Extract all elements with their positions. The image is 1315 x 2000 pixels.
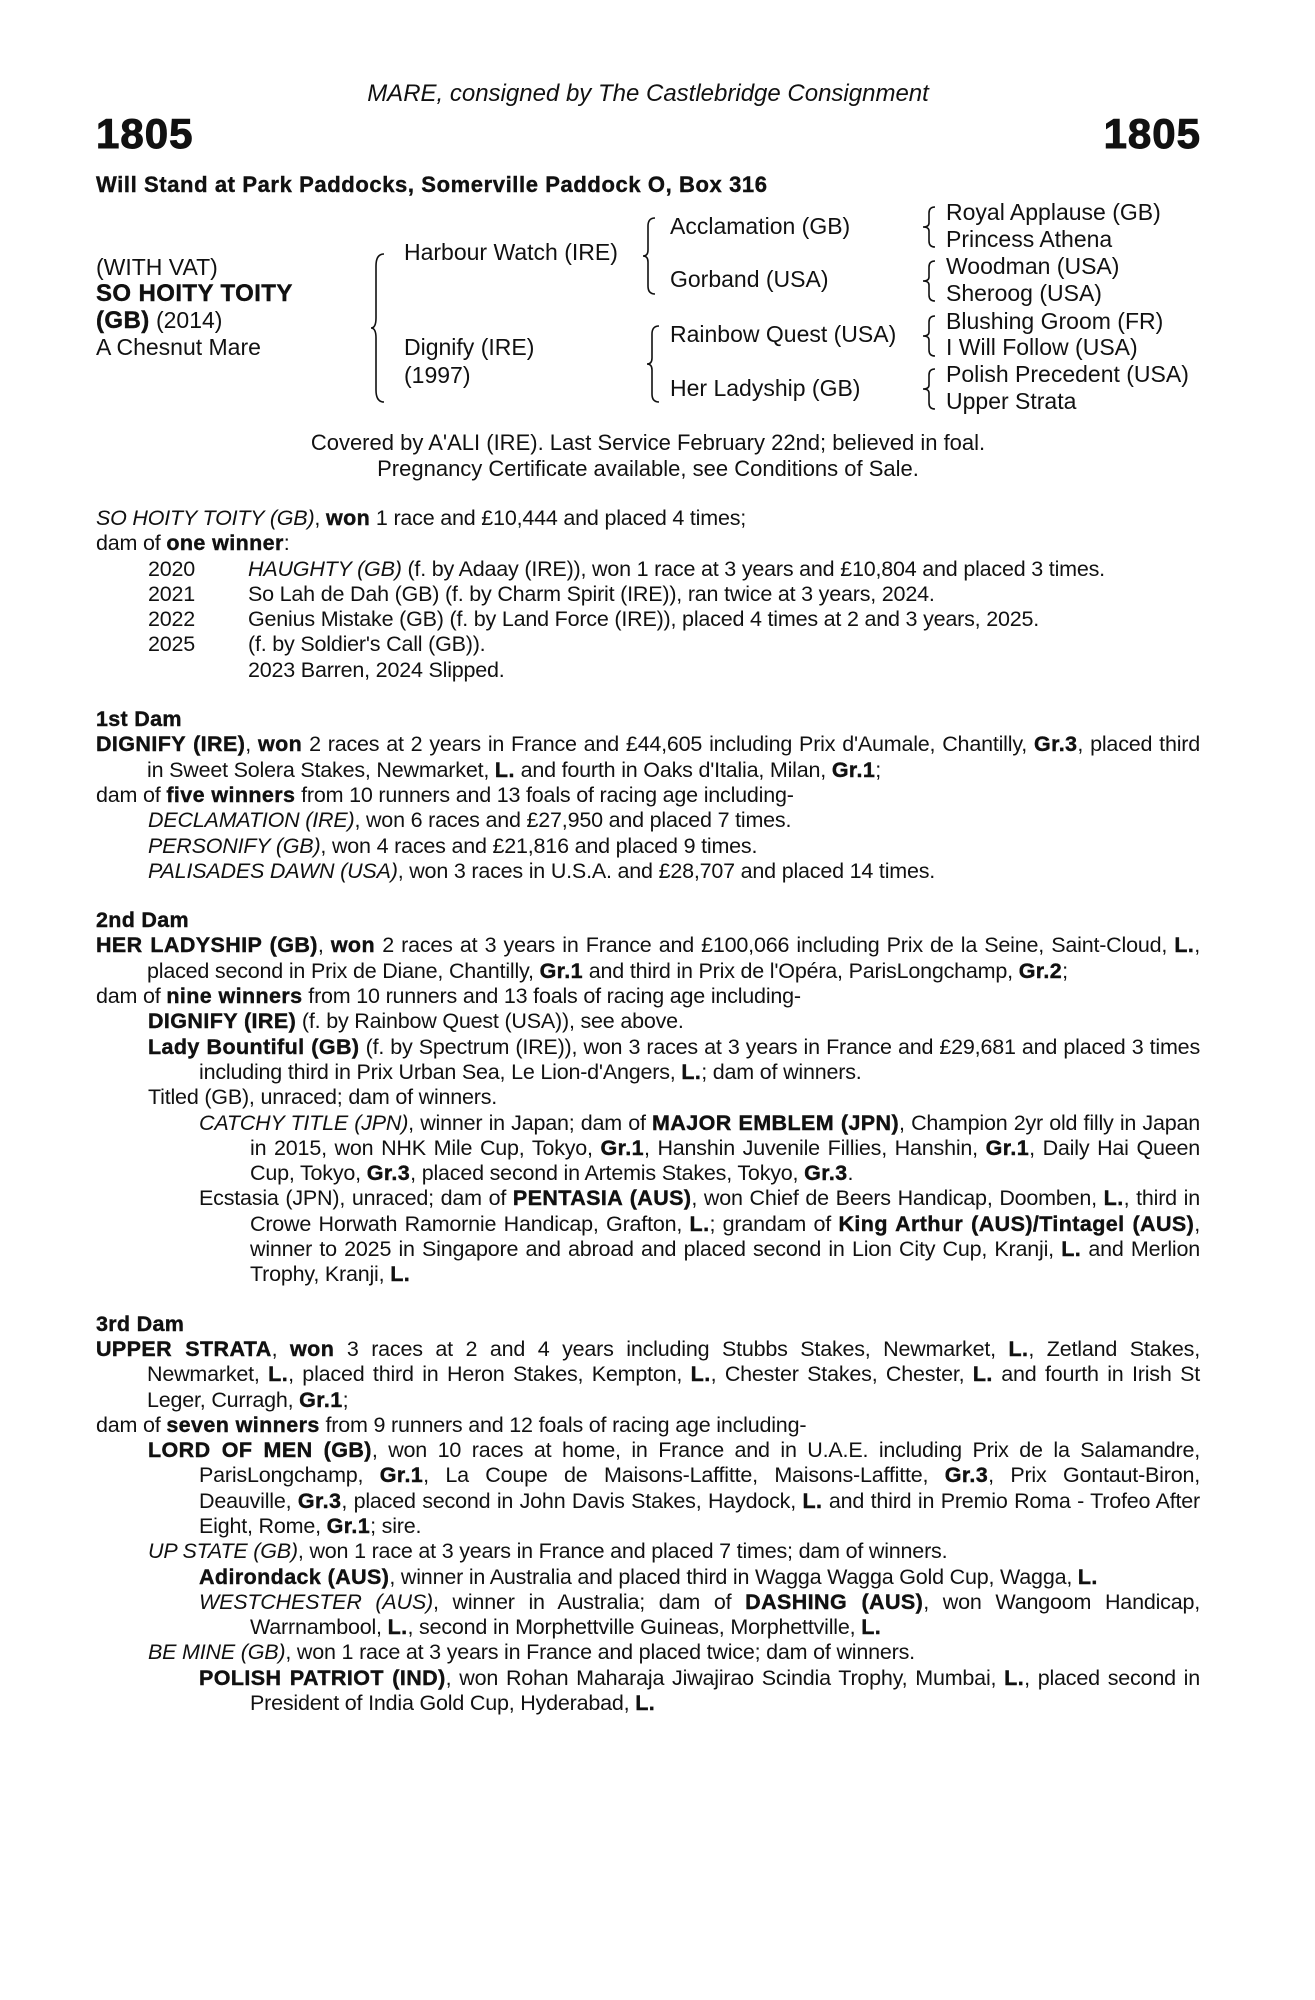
italic-text: WESTCHESTER (AUS) (199, 1589, 433, 1614)
text-run: , winner in Japan; dam of (408, 1110, 652, 1135)
text-run: , won 1 race at 3 years in France and placed 7 times; dam of winners. (297, 1539, 948, 1564)
italic-text: HAUGHTY (GB) (248, 556, 402, 581)
text-run: , placed second in Prix de Diane, Chantilly, (147, 933, 1201, 983)
text-run: (f. by Soldier's Call (GB)). (248, 632, 486, 657)
family-entry (96, 1009, 1200, 1034)
text-run: Ecstasia (JPN), unraced; dam of (199, 1186, 513, 1211)
bold-text: Gr.1 (831, 757, 876, 782)
bold-text: Gr.2 (1018, 958, 1063, 983)
text-run: 1 race and £10,444 and placed 4 times; (370, 506, 747, 530)
bold-text: Gr.1 (985, 1135, 1030, 1160)
bold-text: L. (690, 1362, 711, 1387)
text-run: dam of (96, 782, 167, 807)
sire-dam: Gorband (USA) (670, 266, 829, 292)
bold-text: L. (1174, 933, 1195, 958)
produce-text (248, 582, 1200, 607)
bold-text: nine winners (166, 984, 303, 1009)
text-run: ; (1062, 958, 1068, 983)
dam-dam: Her Ladyship (GB) (670, 375, 861, 401)
text-run: 2 races at 2 years in France and £44,605 including Prix d'Aumale, Chantilly, (302, 732, 1034, 757)
section-heading: 3rd Dam (96, 1311, 185, 1336)
family-entry (96, 531, 1200, 556)
bold-text: won (325, 506, 371, 530)
bold-text: LORD OF MEN (GB) (148, 1438, 372, 1463)
family-entry (96, 933, 1200, 984)
bold-text: L. (387, 1615, 408, 1640)
family-entry (96, 1565, 1200, 1590)
bold-text: won (290, 1336, 335, 1361)
bold-text: PENTASIA (AUS) (512, 1186, 692, 1211)
produce-year: 2022 (148, 607, 196, 632)
family-entry (96, 1186, 1200, 1287)
text-run: , placed second in Artemis Stakes, Tokyo, (410, 1161, 805, 1186)
text-run: , (245, 732, 258, 757)
text-run: , placed second in President of India Gold Cup, Hyderabad, (250, 1665, 1201, 1716)
bold-text: L. (1008, 1336, 1029, 1361)
text-run: , Daily Hai Queen Cup, Tokyo, (250, 1135, 1200, 1186)
section (96, 506, 1200, 683)
horse-year: (2014) (155, 307, 223, 333)
text-run: ; sire. (370, 1513, 422, 1538)
bold-text: Gr.3 (804, 1161, 848, 1186)
great-grandparent: Upper Strata (946, 388, 1077, 414)
brace-icon (646, 324, 660, 404)
brace-icon (922, 205, 936, 249)
text-run: ; (342, 1387, 349, 1412)
horse-name: SO HOITY TOITY (96, 280, 293, 307)
family-entry (96, 1640, 1200, 1665)
text-run: , La Coupe de Maisons-Laffitte, Maisons-Laffitte, (423, 1463, 945, 1488)
text-run: from 10 runners and 13 foals of racing age including- (302, 984, 801, 1009)
bold-text: won (257, 732, 303, 757)
great-grandparent: Princess Athena (946, 226, 1113, 252)
covering-line-1: Covered by A'ALI (IRE). Last Service February 22nd; believed in foal. (310, 430, 986, 455)
family-entry (96, 1666, 1200, 1717)
family-entry (96, 783, 1200, 808)
text-run: 2023 Barren, 2024 Slipped. (248, 657, 505, 682)
bold-text: Gr.1 (539, 958, 583, 983)
text-run: Titled (GB), unraced; dam of winners. (148, 1085, 498, 1110)
brace-icon (642, 216, 656, 296)
bold-text: DIGNIFY (IRE) (148, 1009, 297, 1034)
produce-record (96, 632, 1200, 657)
great-grandparent: Woodman (USA) (946, 253, 1120, 279)
family-entry (96, 1438, 1200, 1539)
dam: Dignify (IRE) (404, 334, 535, 360)
catalogue-body (96, 506, 1200, 1740)
italic-text: CATCHY TITLE (JPN) (199, 1110, 409, 1135)
bold-text: Gr.1 (379, 1463, 424, 1488)
section (96, 908, 1200, 1287)
section (96, 707, 1200, 884)
family-entry (96, 984, 1200, 1009)
bold-text: L. (1077, 1564, 1098, 1589)
text-run: So Lah de Dah (GB) (f. by Charm Spirit (IRE)), ran twice at 3 years, 2024. (248, 581, 935, 606)
bold-text: POLISH PATRIOT (IND) (199, 1665, 446, 1690)
text-run: , Hanshin Juvenile Fillies, Hanshin, (643, 1135, 986, 1160)
text-run: from 10 runners and 13 foals of racing age including- (295, 782, 794, 807)
text-run: 3 races at 2 and 4 years including Stubbs Stakes, Newmarket, (334, 1336, 1009, 1361)
brace-icon (922, 314, 936, 358)
bold-text: L. (635, 1691, 656, 1716)
bold-text: L. (689, 1211, 710, 1236)
text-run: , winner in Australia; dam of (432, 1589, 746, 1614)
family-entry (96, 1539, 1200, 1564)
text-run: , won 1 race at 3 years in France and placed twice; dam of winners. (285, 1640, 915, 1665)
covering-line-2: Pregnancy Certificate available, see Conditions of Sale. (377, 456, 919, 481)
produce-record (96, 582, 1200, 607)
bold-text: one winner (166, 531, 284, 556)
family-entry (96, 1035, 1200, 1086)
text-run: , won 3 races in U.S.A. and £28,707 and placed 14 times. (397, 858, 936, 883)
produce-text (248, 632, 1200, 657)
text-run: , Chester Stakes, Chester, (710, 1362, 973, 1387)
text-run: , won Chief de Beers Handicap, Doomben, (691, 1186, 1104, 1211)
bold-text: Gr.3 (366, 1161, 411, 1186)
family-entry (96, 808, 1200, 833)
family-entry (96, 506, 1200, 531)
family-entry (96, 1590, 1200, 1641)
bold-text: won (330, 933, 376, 958)
horse-description: A Chesnut Mare (96, 334, 261, 360)
text-run: , third in Crowe Horwath Ramornie Handicap, Grafton, (250, 1186, 1200, 1236)
italic-text: BE MINE (GB) (148, 1640, 286, 1665)
text-run: , placed third in Sweet Solera Stakes, Newmarket, (147, 732, 1200, 782)
bold-text: Adirondack (AUS) (199, 1564, 390, 1589)
text-run: and fourth in Oaks d'Italia, Milan, (514, 757, 832, 782)
great-grandparent: Polish Precedent (USA) (946, 361, 1189, 387)
family-entry (96, 1413, 1200, 1438)
text-run: , won 6 races and £27,950 and placed 7 times. (354, 808, 792, 833)
consignor-line: MARE, consigned by The Castlebridge Consignment (367, 80, 929, 107)
covering-note (0, 430, 1296, 482)
bold-text: L. (972, 1362, 993, 1387)
produce-year: 2020 (148, 556, 196, 581)
text-run: (f. by Adaay (IRE)), won 1 race at 3 years and £10,804 and placed 3 times. (401, 556, 1105, 581)
family-entry (96, 1111, 1200, 1187)
text-run: , Prix Gontaut-Biron, Deauville, (199, 1463, 1200, 1513)
text-run: : (283, 531, 290, 556)
bold-text: King Arthur (AUS)/Tintagel (AUS) (838, 1211, 1195, 1236)
text-run: , (271, 1336, 291, 1361)
text-run: , winner in Australia and placed third in Wagga Wagga Gold Cup, Wagga, (389, 1564, 1078, 1589)
text-run: (f. by Rainbow Quest (USA)), see above. (296, 1009, 684, 1034)
great-grandparent: Blushing Groom (FR) (946, 308, 1164, 334)
text-run: ; grandam of (709, 1211, 839, 1236)
bold-text: L. (1061, 1237, 1082, 1262)
bold-text: Gr.3 (297, 1488, 342, 1513)
sire: Harbour Watch (IRE) (404, 239, 618, 265)
great-grandparent: Royal Applause (GB) (946, 199, 1161, 225)
bold-text: L. (390, 1262, 411, 1287)
dam-year: (1997) (404, 362, 471, 388)
text-run: dam of (96, 984, 167, 1009)
family-entry (96, 1337, 1200, 1413)
italic-text: PALISADES DAWN (USA) (148, 858, 398, 883)
italic-text: UP STATE (GB) (148, 1539, 298, 1564)
italic-text: DECLAMATION (IRE) (148, 808, 355, 833)
bold-text: Gr.1 (326, 1513, 371, 1538)
produce-year: 2025 (148, 632, 196, 657)
text-run: dam of (96, 1412, 167, 1437)
section-heading: 1st Dam (96, 707, 182, 732)
produce-text (248, 658, 1200, 683)
text-run: 2 races at 3 years in France and £100,066 including Prix de la Seine, Saint-Cloud, (375, 933, 1175, 958)
text-run: , won Rohan Maharaja Jiwajirao Scindia Trophy, Mumbai, (445, 1665, 1005, 1690)
text-run: , placed third in Heron Stakes, Kempton, (288, 1362, 691, 1387)
brace-icon (370, 252, 386, 404)
produce-text (248, 557, 1200, 582)
text-run: , second in Morphettville Guineas, Morphettville, (407, 1615, 862, 1640)
text-run: , winner to 2025 in Singapore and abroad and placed second in Lion City Cup, Kranji, (250, 1211, 1200, 1262)
text-run: and third in Premio Roma - Trofeo After Eight, Rome, (199, 1488, 1200, 1538)
bold-text: MAJOR EMBLEM (JPN) (652, 1110, 900, 1135)
bold-text: L. (681, 1059, 702, 1084)
bold-text: L. (1103, 1186, 1124, 1211)
produce-record (96, 607, 1200, 632)
text-run: ; dam of winners. (701, 1059, 862, 1084)
produce-text (248, 607, 1200, 632)
family-entry (96, 834, 1200, 859)
text-run: and third in Prix de l'Opéra, ParisLongchamp, (583, 958, 1019, 983)
bold-text: Gr.3 (944, 1463, 989, 1488)
text-run: and fourth in Irish St Leger, Curragh, (147, 1362, 1200, 1412)
produce-record (96, 557, 1200, 582)
horse-country: (GB) (96, 307, 150, 334)
text-run: ; (875, 757, 882, 782)
text-run: , Zetland Stakes, Newmarket, (147, 1336, 1200, 1387)
lot-number-right: 1805 (1103, 110, 1201, 157)
family-entry (96, 1085, 1200, 1110)
great-grandparent: I Will Follow (USA) (946, 334, 1138, 360)
stabling-location: Will Stand at Park Paddocks, Somerville Paddock O, Box 316 (96, 172, 768, 197)
italic-text: SO HOITY TOITY (GB) (96, 506, 315, 530)
text-run: , (314, 506, 326, 530)
text-run: , won 4 races and £21,816 and placed 9 times. (320, 833, 758, 858)
bold-text: L. (861, 1615, 882, 1640)
text-run: . (847, 1161, 854, 1186)
text-run: , won 10 races at home, in France and in U.A.E. including Prix de la Salamandre, ParisLongchamp, (199, 1438, 1200, 1488)
bold-text: HER LADYSHIP (GB) (96, 933, 318, 958)
bold-text: L. (268, 1362, 289, 1387)
text-run: from 9 runners and 12 foals of racing age including- (319, 1412, 807, 1437)
bold-text: Gr.1 (299, 1387, 343, 1412)
text-run: , (317, 933, 331, 958)
dam-sire: Rainbow Quest (USA) (670, 321, 897, 347)
produce-record (96, 658, 1200, 683)
vat-note: (WITH VAT) (96, 254, 218, 280)
text-run: Genius Mistake (GB) (f. by Land Force (IRE)), placed 4 times at 2 and 3 years, 2025. (248, 607, 1039, 632)
italic-text: PERSONIFY (GB) (148, 833, 321, 858)
bold-text: UPPER STRATA (96, 1336, 272, 1361)
section (96, 1312, 1200, 1717)
lot-number-left: 1805 (96, 110, 194, 157)
produce-year (148, 658, 248, 683)
bold-text: L. (1004, 1665, 1025, 1690)
bold-text: DIGNIFY (IRE) (96, 732, 246, 757)
family-entry (96, 732, 1200, 783)
brace-icon (922, 259, 936, 303)
text-run: , Champion 2yr old filly in Japan in 2015, won NHK Mile Cup, Tokyo, (250, 1110, 1201, 1160)
text-run: (f. by Spectrum (IRE)), won 3 races at 3 years in France and £29,681 and placed 3 times including third in Prix Urban Sea, Le Lion-d'Angers, (199, 1034, 1200, 1084)
text-run: and Merlion Trophy, Kranji, (250, 1237, 1200, 1287)
bold-text: seven winners (166, 1412, 320, 1437)
text-run: , won Wangoom Handicap, Warrnambool, (250, 1589, 1200, 1640)
produce-year: 2021 (148, 581, 196, 606)
bold-text: Gr.1 (600, 1135, 644, 1160)
family-entry (96, 859, 1200, 884)
sire-sire: Acclamation (GB) (670, 213, 851, 239)
text-run: dam of (96, 531, 167, 556)
bold-text: five winners (166, 782, 296, 807)
bold-text: Lady Bountiful (GB) (148, 1034, 360, 1059)
great-grandparent: Sheroog (USA) (946, 280, 1102, 306)
bold-text: Gr.3 (1033, 732, 1078, 757)
section-heading: 2nd Dam (96, 908, 189, 933)
bold-text: L. (494, 757, 515, 782)
bold-text: DASHING (AUS) (745, 1589, 924, 1614)
bold-text: L. (802, 1488, 823, 1513)
text-run: , placed second in John Davis Stakes, Haydock, (341, 1488, 803, 1513)
brace-icon (922, 367, 936, 411)
